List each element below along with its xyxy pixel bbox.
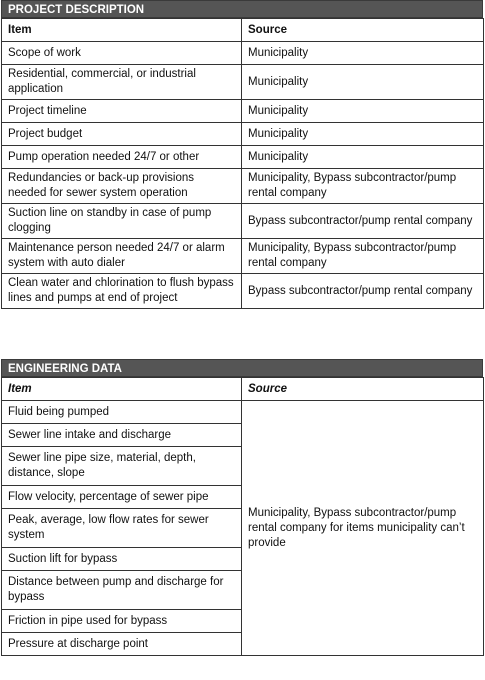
merged-source-cell: Municipality, Bypass subcontractor/pump rental company for items municipality can’t provide: [242, 401, 484, 656]
item-cell: Project timeline: [2, 100, 242, 123]
source-cell: Municipality, Bypass subcontractor/pump rental company: [242, 169, 484, 204]
item-cell: Suction lift for bypass: [2, 548, 242, 571]
source-cell: Municipality: [242, 100, 484, 123]
item-cell: Pressure at discharge point: [2, 633, 242, 656]
table-row: [2, 100, 484, 123]
engineering-data-section: [1, 359, 483, 656]
table-row: [2, 42, 484, 65]
source-cell: Municipality, Bypass subcontractor/pump rental company: [242, 239, 484, 274]
source-cell: Municipality: [242, 42, 484, 65]
item-column-header: Item: [2, 378, 242, 401]
source-column-header: Source: [242, 378, 484, 401]
table-header-row: [2, 19, 484, 42]
item-column-header: Item: [2, 19, 242, 42]
item-cell: Suction line on standby in case of pump clogging: [2, 204, 242, 239]
source-cell: Municipality: [242, 146, 484, 169]
project-description-section: [1, 0, 483, 309]
table-row: [2, 123, 484, 146]
project-description-table: [1, 18, 484, 309]
table-row: [2, 204, 484, 239]
engineering-data-title: ENGINEERING DATA: [1, 359, 483, 377]
item-cell: Peak, average, low flow rates for sewer system: [2, 509, 242, 548]
table-row: [2, 401, 484, 424]
item-cell: Maintenance person needed 24/7 or alarm system with auto dialer: [2, 239, 242, 274]
item-cell: Sewer line intake and discharge: [2, 424, 242, 447]
source-cell: Bypass subcontractor/pump rental company: [242, 204, 484, 239]
source-column-header: Source: [242, 19, 484, 42]
item-cell: Distance between pump and discharge for bypass: [2, 571, 242, 610]
table-header-row: [2, 378, 484, 401]
source-cell: Municipality: [242, 123, 484, 146]
project-description-title: PROJECT DESCRIPTION: [1, 0, 483, 18]
table-row: [2, 274, 484, 309]
item-cell: Redundancies or back-up provisions needed for sewer system operation: [2, 169, 242, 204]
item-cell: Pump operation needed 24/7 or other: [2, 146, 242, 169]
source-cell: Bypass subcontractor/pump rental company: [242, 274, 484, 309]
source-cell: Municipality: [242, 65, 484, 100]
table-row: [2, 239, 484, 274]
item-cell: Residential, commercial, or industrial application: [2, 65, 242, 100]
table-row: [2, 169, 484, 204]
engineering-data-table: [1, 377, 484, 656]
item-cell: Flow velocity, percentage of sewer pipe: [2, 486, 242, 509]
item-cell: Scope of work: [2, 42, 242, 65]
item-cell: Fluid being pumped: [2, 401, 242, 424]
item-cell: Project budget: [2, 123, 242, 146]
item-cell: Friction in pipe used for bypass: [2, 610, 242, 633]
item-cell: Clean water and chlorination to flush bypass lines and pumps at end of project: [2, 274, 242, 309]
item-cell: Sewer line pipe size, material, depth, distance, slope: [2, 447, 242, 486]
table-row: [2, 146, 484, 169]
table-row: [2, 65, 484, 100]
